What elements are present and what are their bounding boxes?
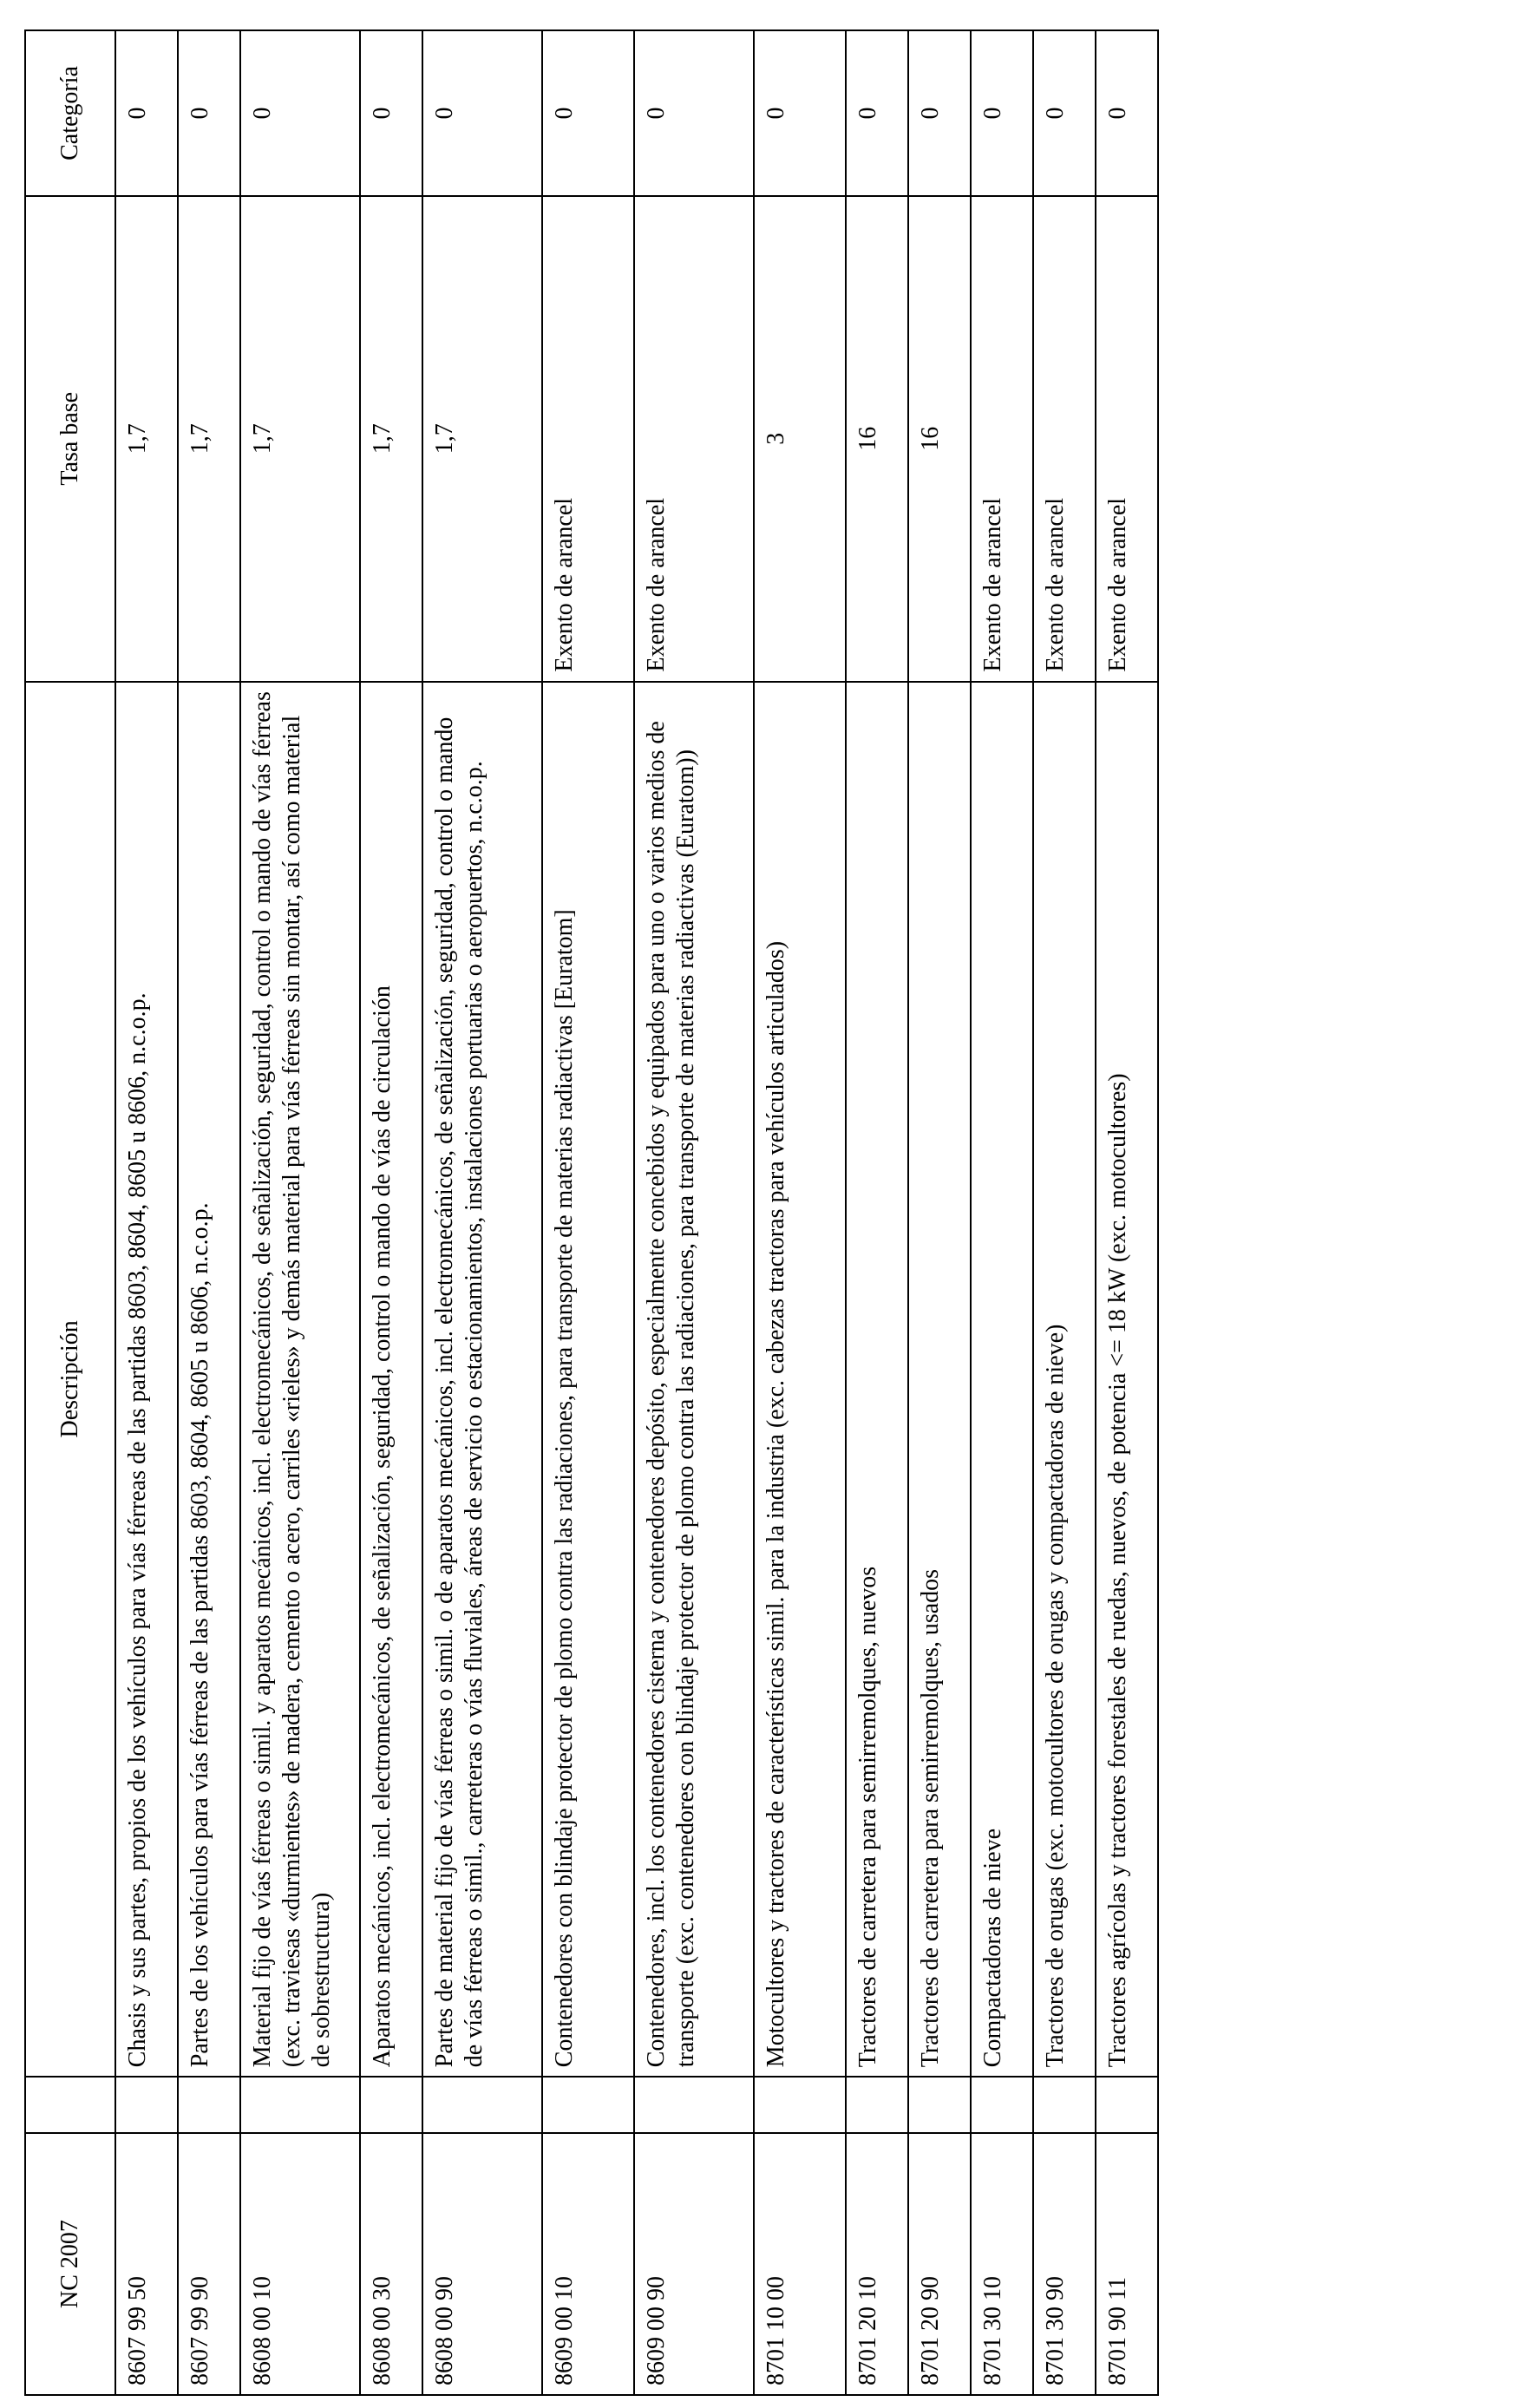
row-code: 8701 90 11 [1096, 2133, 1158, 2395]
row-blank [908, 2077, 971, 2133]
row-blank [1096, 2077, 1158, 2133]
row-rate: Exento de arancel [1096, 196, 1158, 682]
row-description: Tractores de carretera para semirremolques, usados [908, 682, 971, 2078]
table-row [360, 30, 422, 2395]
header-code: NC 2007 [25, 2133, 115, 2395]
header-rate: Tasa base [25, 196, 115, 682]
header-category: Categoría [25, 30, 115, 196]
row-category: 0 [422, 30, 542, 196]
table-row [178, 30, 240, 2395]
row-rate: 1,7 [422, 196, 542, 682]
row-description: Chasis y sus partes, propios de los vehículos para vías férreas de las partidas 8603, 8604, 8605 u 8606, n.c.o.p. [115, 682, 178, 2078]
row-code: 8701 10 00 [754, 2133, 846, 2395]
row-category: 0 [971, 30, 1033, 196]
header-description: Descripción [25, 682, 115, 2078]
row-description: Contenedores con blindaje protector de plomo contra las radiaciones, para transporte de materias radiactivas [Euratom] [542, 682, 634, 2078]
row-blank [634, 2077, 754, 2133]
row-category: 0 [115, 30, 178, 196]
row-blank [971, 2077, 1033, 2133]
row-description: Material fijo de vías férreas o simil. y aparatos mecánicos, incl. electromecánicos, de señalización, seguridad, control o mando de vías férreas (exc. traviesas «durmientes» de madera, cemento o acero, carriles «rieles» y demás material para vías férreas sin montar, así como material de sobrestructura) [240, 682, 360, 2078]
table-row [971, 30, 1033, 2395]
row-code: 8701 30 10 [971, 2133, 1033, 2395]
row-code: 8701 20 10 [846, 2133, 908, 2395]
row-description: Contenedores, incl. los contenedores cisterna y contenedores depósito, especialmente concebidos y equipados para uno o varios medios de transporte (exc. contenedores con blindaje protector de plomo contra las radiaciones, para transporte de materias radiactivas (Euratom)) [634, 682, 754, 2078]
row-rate: 16 [846, 196, 908, 682]
table-row [1033, 30, 1096, 2395]
row-rate: Exento de arancel [542, 196, 634, 682]
header-row [25, 30, 115, 2395]
row-rate: 3 [754, 196, 846, 682]
row-category: 0 [754, 30, 846, 196]
row-category: 0 [846, 30, 908, 196]
row-rate: 1,7 [240, 196, 360, 682]
row-blank [178, 2077, 240, 2133]
table-row [542, 30, 634, 2395]
table-row [240, 30, 360, 2395]
row-category: 0 [1033, 30, 1096, 196]
row-rate: Exento de arancel [971, 196, 1033, 682]
row-category: 0 [908, 30, 971, 196]
row-code: 8608 00 90 [422, 2133, 542, 2395]
table-row [115, 30, 178, 2395]
row-code: 8701 20 90 [908, 2133, 971, 2395]
row-description: Compactadoras de nieve [971, 682, 1033, 2078]
row-blank [422, 2077, 542, 2133]
tariff-table [24, 29, 1159, 2396]
row-blank [1033, 2077, 1096, 2133]
table-row [634, 30, 754, 2395]
row-code: 8609 00 10 [542, 2133, 634, 2395]
table-row [908, 30, 971, 2395]
row-blank [846, 2077, 908, 2133]
row-code: 8607 99 90 [178, 2133, 240, 2395]
row-blank [115, 2077, 178, 2133]
row-category: 0 [240, 30, 360, 196]
row-blank [360, 2077, 422, 2133]
row-code: 8701 30 90 [1033, 2133, 1096, 2395]
header-blank [25, 2077, 115, 2133]
row-category: 0 [178, 30, 240, 196]
row-category: 0 [634, 30, 754, 196]
row-rate: Exento de arancel [1033, 196, 1096, 682]
row-rate: Exento de arancel [634, 196, 754, 682]
row-description: Partes de material fijo de vías férreas o simil. o de aparatos mecánicos, incl. electromecánicos, de señalización, seguridad, control o mando de vías férreas o simil., carreteras o vías fluviales, áreas de servicio o estacionamientos, instalaciones portuarias o aeropuertos, n.c.o.p. [422, 682, 542, 2078]
table-row [422, 30, 542, 2395]
row-rate: 1,7 [360, 196, 422, 682]
row-blank [542, 2077, 634, 2133]
row-description: Tractores de carretera para semirremolques, nuevos [846, 682, 908, 2078]
table-row [846, 30, 908, 2395]
row-code: 8609 00 90 [634, 2133, 754, 2395]
row-rate: 1,7 [178, 196, 240, 682]
row-category: 0 [1096, 30, 1158, 196]
row-code: 8608 00 10 [240, 2133, 360, 2395]
row-description: Tractores agrícolas y tractores forestales de ruedas, nuevos, de potencia <= 18 kW (exc. motocultores) [1096, 682, 1158, 2078]
row-code: 8608 00 30 [360, 2133, 422, 2395]
row-description: Motocultores y tractores de características simil. para la industria (exc. cabezas tractoras para vehículos articulados) [754, 682, 846, 2078]
row-category: 0 [542, 30, 634, 196]
table-row [754, 30, 846, 2395]
table-row [1096, 30, 1158, 2395]
row-blank [240, 2077, 360, 2133]
row-description: Aparatos mecánicos, incl. electromecánicos, de señalización, seguridad, control o mando de vías de circulación [360, 682, 422, 2078]
row-code: 8607 99 50 [115, 2133, 178, 2395]
row-rate: 1,7 [115, 196, 178, 682]
row-blank [754, 2077, 846, 2133]
row-rate: 16 [908, 196, 971, 682]
row-description: Tractores de orugas (exc. motocultores de orugas y compactadoras de nieve) [1033, 682, 1096, 2078]
row-category: 0 [360, 30, 422, 196]
row-description: Partes de los vehículos para vías férreas de las partidas 8603, 8604, 8605 u 8606, n.c.o.p. [178, 682, 240, 2078]
